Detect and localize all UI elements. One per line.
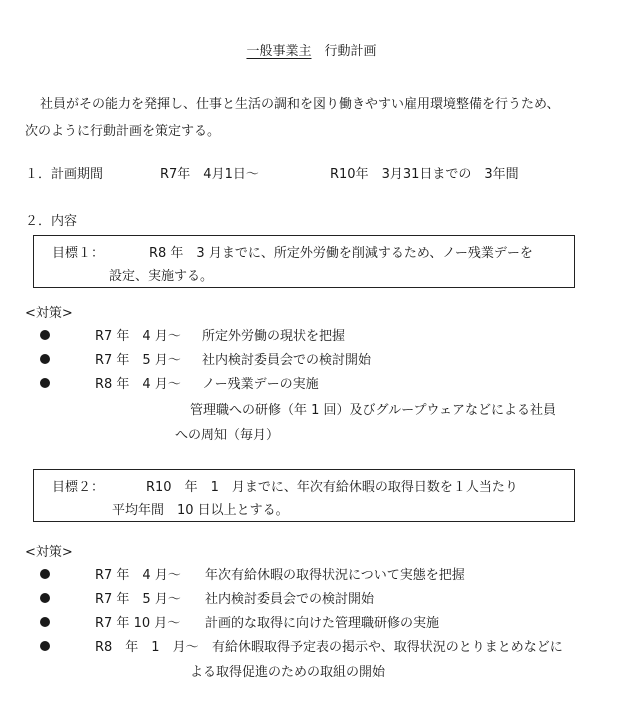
measures1-item-3-date: R8 年 4 月～ bbox=[95, 377, 181, 392]
bullet-icon bbox=[40, 617, 50, 627]
measures1-item-2-date: R7 年 5 月～ bbox=[95, 353, 181, 368]
measures2-item-2-date: R7 年 5 月～ bbox=[95, 592, 181, 607]
measures2-item-1-date: R7 年 4 月～ bbox=[95, 568, 181, 583]
title-underlined: 一般事業主 bbox=[246, 44, 312, 59]
intro-line-1: 社員がその能力を発揮し、仕事と生活の調和を図り働きやすい雇用環境整備を行うため、 bbox=[40, 97, 560, 112]
goal1-box bbox=[33, 235, 575, 288]
plan-period-label: １．計画期間 bbox=[25, 167, 104, 182]
measures2-item-3-date: R7 年 10 月～ bbox=[95, 616, 181, 631]
title-rest: 行動計画 bbox=[324, 44, 377, 59]
measures2-item-1-text: 年次有給休暇の取得状況について実態を把握 bbox=[205, 568, 465, 583]
bullet-icon bbox=[40, 330, 50, 340]
goal2-label: 目標２： bbox=[52, 480, 105, 495]
measures2-item-4-date: R8 年 1 月～ bbox=[95, 640, 199, 655]
bullet-icon bbox=[40, 569, 50, 579]
bullet-icon bbox=[40, 378, 50, 388]
goal2-line-2: 平均年間 10 日以上とする。 bbox=[112, 503, 289, 518]
measures1-note-2: への周知（毎月） bbox=[175, 428, 280, 443]
plan-period-start: R7年 4月1日～ bbox=[160, 167, 259, 182]
bullet-icon bbox=[40, 641, 50, 651]
goal1-line-2: 設定、実施する。 bbox=[109, 269, 214, 284]
goal1-label: 目標１： bbox=[52, 246, 105, 261]
measures2-item-2-text: 社内検討委員会での検討開始 bbox=[205, 592, 375, 607]
measures1-item-1-text: 所定外労働の現状を把握 bbox=[202, 329, 346, 344]
contents-heading: ２．内容 bbox=[25, 214, 78, 229]
goal2-line-1: R10 年 1 月までに、年次有給休暇の取得日数を１人当たり bbox=[146, 480, 518, 495]
measures1-item-2-text: 社内検討委員会での検討開始 bbox=[202, 353, 372, 368]
bullet-icon bbox=[40, 593, 50, 603]
measures2-item-3-text: 計画的な取得に向けた管理職研修の実施 bbox=[205, 616, 440, 631]
measures2-item-4-text: 有給休暇取得予定表の掲示や、取得状況のとりまとめなどに bbox=[212, 640, 563, 655]
intro-line-2: 次のように行動計画を策定する。 bbox=[25, 124, 221, 139]
plan-period-end: R10年 3月31日までの 3年間 bbox=[330, 167, 519, 182]
goal2-box bbox=[33, 469, 575, 522]
bullet-icon bbox=[40, 354, 50, 364]
measures1-note-1: 管理職への研修（年 1 回）及びグループウェアなどによる社員 bbox=[190, 403, 556, 418]
measures2-heading: <対策> bbox=[25, 545, 73, 560]
measures1-item-1-date: R7 年 4 月～ bbox=[95, 329, 181, 344]
measures1-item-3-text: ノー残業デーの実施 bbox=[202, 377, 319, 392]
measures2-continuation: よる取得促進のための取組の開始 bbox=[190, 665, 386, 680]
goal1-line-1: R8 年 3 月までに、所定外労働を削減するため、ノー残業デーを bbox=[149, 246, 533, 261]
measures1-heading: <対策> bbox=[25, 306, 73, 321]
page-title bbox=[0, 40, 623, 59]
